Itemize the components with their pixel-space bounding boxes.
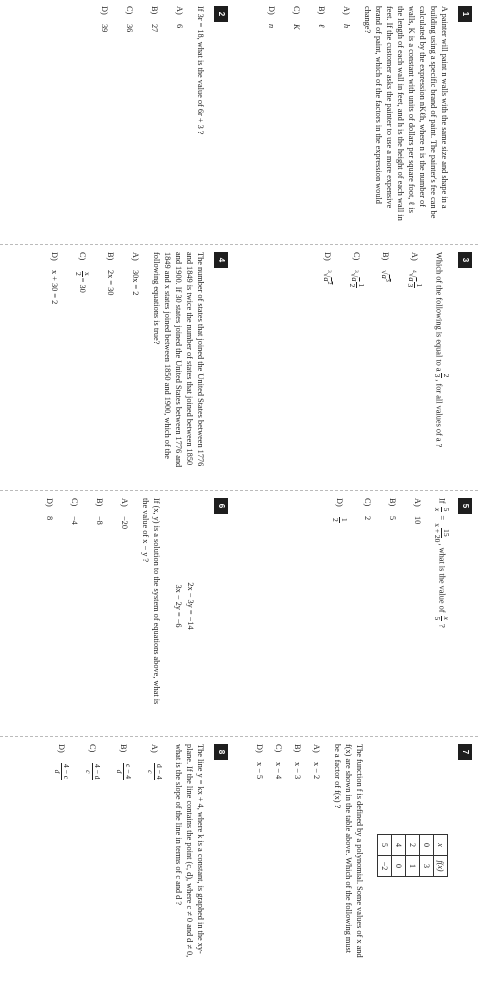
fraction-denominator: x (433, 507, 442, 512)
table-cell: 0 (420, 835, 434, 856)
answer-choice-a[interactable] (146, 744, 163, 960)
answer-choice-d[interactable] (321, 252, 334, 468)
fraction-numerator: x (83, 272, 92, 276)
answer-choice-c[interactable] (74, 252, 91, 468)
choice-letter: C) (125, 6, 134, 15)
answer-choice-d[interactable] (44, 498, 55, 714)
choice-text: x − 4 (274, 762, 283, 780)
answer-choice-c[interactable] (362, 498, 373, 714)
answer-choice-d[interactable] (53, 744, 70, 960)
choice-text: x − 3 (293, 762, 302, 780)
choice-letter: B) (95, 498, 104, 507)
choice-letter: C) (88, 744, 97, 753)
fraction-denominator: 2 (331, 518, 340, 522)
answer-choice-c[interactable] (291, 6, 302, 222)
choice-letter: A) (342, 6, 351, 15)
stem-text: If (437, 498, 447, 504)
radical-index: 3 (326, 270, 333, 273)
answer-choice-d[interactable] (331, 498, 348, 714)
radicand: a (349, 277, 359, 282)
question-4 (35, 252, 234, 468)
exponent-numerator: 1 (415, 283, 424, 288)
answer-choice-a[interactable] (119, 498, 130, 714)
choice-text: 27 (150, 24, 159, 33)
choice-letter: A) (131, 252, 140, 261)
choice-letter: C) (78, 252, 87, 261)
answer-choice-c[interactable] (84, 744, 101, 960)
exponent-denominator: 3 (433, 373, 442, 378)
question-8 (39, 744, 234, 960)
question-stem: If 3r = 18, what is the value of 6r + 3 ? (196, 6, 205, 135)
panel-2 (0, 246, 478, 490)
table-row (392, 835, 406, 877)
question-number-badge: 8 (214, 744, 228, 760)
answer-choice-d[interactable] (99, 6, 110, 222)
choice-letter: C) (274, 744, 283, 753)
choice-text: 30x = 2 (131, 270, 140, 296)
question-stem (433, 252, 450, 468)
table-row (378, 835, 392, 877)
fraction-denominator: 5 (433, 616, 442, 621)
choice-letter: D) (100, 6, 109, 15)
radical-sign-icon: √ (349, 272, 359, 278)
stem-text: , what is the value of (437, 543, 447, 613)
equation-line: 3x − 2y = −6 (174, 584, 183, 628)
choice-letter: D) (57, 744, 66, 753)
stem-text: Which of the following is equal to a (434, 252, 444, 372)
choice-letter: B) (388, 498, 397, 507)
choice-letter: D) (50, 252, 59, 261)
fraction-numerator: 15 (442, 529, 451, 537)
choice-text: 36 (125, 24, 134, 33)
question-number-badge: 6 (214, 498, 228, 514)
question-number-badge: 5 (458, 498, 472, 514)
question-stem: The function f is defined by a polynomial. Some values of x and f(x) are shown in the table above. Which of the following must be a factor of f(x) ? (333, 744, 364, 958)
answer-choice-a[interactable] (174, 6, 185, 222)
answer-choice-a[interactable] (412, 498, 423, 714)
choice-text: 39 (100, 24, 109, 33)
exponent-numerator: 2 (442, 373, 451, 378)
table-header-cell (434, 856, 448, 877)
answer-choice-b[interactable] (94, 498, 105, 714)
choice-text: ℓ (317, 24, 326, 28)
stem-text: ? (437, 624, 447, 628)
choice-text: x − 5 (255, 762, 264, 780)
choice-letter: B) (317, 6, 326, 15)
choice-letter: A) (410, 252, 419, 261)
question-5 (317, 498, 478, 714)
fraction-numerator: x (442, 616, 451, 620)
choice-text: 10 (413, 516, 422, 525)
choice-letter: B) (293, 744, 302, 753)
fraction-denominator: c (84, 770, 93, 774)
table-cell: 4 (392, 835, 406, 856)
choice-letter: B) (119, 744, 128, 753)
answer-choice-c[interactable] (69, 498, 80, 714)
fraction-numerator: 5 (442, 507, 451, 512)
table-cell: −2 (378, 856, 392, 877)
question-stem: If (x, y) is a solution to the system of equations above, what is the value of x − y ? (141, 498, 161, 705)
fraction-numerator: d − 4 (155, 764, 164, 780)
panel-3 (0, 492, 478, 736)
choice-text: −8 (95, 516, 104, 525)
fraction-denominator: d (53, 769, 62, 774)
choice-letter: C) (363, 498, 372, 507)
radical-sign-icon: √ (407, 272, 417, 278)
answer-choice-d[interactable] (49, 252, 60, 468)
choice-text: −20 (120, 516, 129, 529)
radicand: a (380, 274, 390, 279)
answer-choice-b[interactable] (316, 6, 327, 222)
fraction-numerator: 4 − d (93, 764, 102, 780)
fraction-numerator: c − 4 (124, 764, 133, 780)
choice-letter: B) (106, 252, 115, 261)
answer-choice-d[interactable] (254, 744, 265, 960)
choice-letter: D) (267, 6, 276, 15)
exponent-numerator: 1 (357, 283, 367, 288)
choice-letter: C) (70, 498, 79, 507)
question-stem (433, 498, 450, 714)
choice-text: h (342, 24, 351, 29)
function-table (377, 834, 448, 877)
answer-choice-c[interactable] (273, 744, 284, 960)
table-cell: 0 (392, 856, 406, 877)
question-stem: A painter will paint n walls with the same size and shape in a building using a specific brand of paint. The painter's fee can be calculated by the expression nKℓh, where n is the number of walls, K is a constant with units of dollars per square foot, ℓ is the length of each wall in feet, and h is the height of each wall in feet. If the customer asks the painter to use a more expensive brand of paint, which of the factors in the expression would change? (363, 6, 449, 221)
question-stem: The line y = kx + 4, where k is a constant, is graphed in the xy-plane. If the line contains the point (c, d), where c ≠ 0 and d ≠ 0, what is the slope of the line in terms of c and d ? (174, 744, 205, 958)
choice-letter: A) (312, 744, 321, 753)
header-text: x (436, 843, 445, 847)
choice-letter: B) (381, 252, 391, 261)
choice-text: 2x = 30 (106, 270, 115, 296)
answer-choice-d[interactable] (266, 6, 277, 222)
radical-index: 3 (353, 270, 360, 273)
table-cell: 1 (406, 856, 420, 877)
exponent-denominator: 2 (348, 283, 358, 288)
panel-4 (0, 738, 478, 982)
table-cell: 2 (406, 835, 420, 856)
choice-letter: A) (150, 744, 159, 753)
choice-letter: C) (352, 252, 362, 261)
answer-choice-c[interactable] (124, 6, 135, 222)
header-text: f(x) (436, 860, 445, 872)
system-of-equations (172, 498, 196, 714)
fraction-numerator: 1 (340, 518, 349, 522)
choice-letter: C) (292, 6, 301, 15)
exponent: 3 (384, 278, 390, 282)
choice-letter: B) (150, 6, 159, 15)
choice-text: n (267, 24, 276, 29)
choice-text: 8 (45, 516, 54, 521)
fraction-numerator: 4 − c (62, 764, 71, 780)
choice-text: −4 (70, 516, 79, 525)
answer-choice-b[interactable] (105, 252, 116, 468)
table-row (406, 835, 420, 877)
question-7 (246, 744, 478, 960)
choice-letter: D) (323, 252, 333, 261)
answer-choice-b[interactable] (387, 498, 398, 714)
answer-choice-a[interactable] (341, 6, 352, 222)
answer-choice-b[interactable] (115, 744, 132, 960)
choice-text: = 30 (78, 277, 87, 293)
question-number-badge: 2 (214, 6, 228, 22)
answer-choice-b[interactable] (149, 6, 160, 222)
panel-divider (0, 244, 478, 245)
question-stem: The number of states that joined the United States between 1776 and 1849 is twice the number of states that joined between 1850 and 1900. If 30 states joined the United States between 1776 and 1849 and x states joined between 1850 and 1900, which of the following equations is true? (152, 252, 205, 468)
stem-text: , for all values of a ? (434, 379, 444, 448)
radicand: a (407, 277, 417, 282)
question-number-badge: 7 (458, 744, 472, 760)
choice-letter: A) (120, 498, 129, 507)
choice-letter: A) (175, 6, 184, 15)
table-cell: 3 (420, 856, 434, 877)
radical-sign-icon: √ (322, 272, 332, 278)
exponent-denominator: 3 (406, 283, 415, 288)
choice-letter: D) (45, 498, 54, 507)
table-header-cell (434, 835, 448, 856)
answer-choice-a[interactable] (406, 252, 423, 468)
exponent: 2 (326, 281, 333, 285)
choice-letter: D) (255, 744, 264, 753)
radical-index: 4 (411, 270, 418, 273)
question-number-badge: 1 (458, 6, 472, 22)
choice-letter: A) (413, 498, 422, 507)
panel-divider (0, 736, 478, 737)
equals-sign: = (437, 515, 447, 521)
choice-text: x − 2 (312, 762, 321, 780)
answer-choice-a[interactable] (130, 252, 141, 468)
radical-sign-icon: √ (380, 270, 390, 275)
panel-1 (0, 0, 478, 244)
answer-choice-b[interactable] (379, 252, 392, 468)
choice-text: 2 (363, 516, 372, 521)
choice-text: x + 30 = 2 (50, 270, 59, 305)
fraction-denominator: 2 (74, 272, 83, 276)
choice-text: 5 (388, 516, 397, 521)
question-number-badge: 4 (214, 252, 228, 268)
question-3 (307, 252, 478, 468)
question-6 (30, 498, 234, 714)
answer-choice-a[interactable] (311, 744, 322, 960)
panel-divider (0, 490, 478, 491)
equation-line: 2x − 3y = −14 (186, 582, 195, 630)
choice-letter: D) (335, 498, 344, 507)
question-number-badge: 3 (458, 252, 472, 268)
table-header-row (434, 835, 448, 877)
table-cell: 5 (378, 835, 392, 856)
fraction-denominator: x + 20 (433, 523, 442, 543)
table-row (420, 835, 434, 877)
choice-text: K (292, 24, 301, 30)
radicand: a (322, 277, 332, 282)
answer-choice-c[interactable] (348, 252, 365, 468)
question-2 (85, 6, 234, 222)
question-1 (252, 6, 478, 222)
choice-text: 6 (175, 24, 184, 29)
fraction-denominator: c (146, 770, 155, 774)
answer-choice-b[interactable] (292, 744, 303, 960)
fraction-denominator: d (115, 769, 124, 774)
